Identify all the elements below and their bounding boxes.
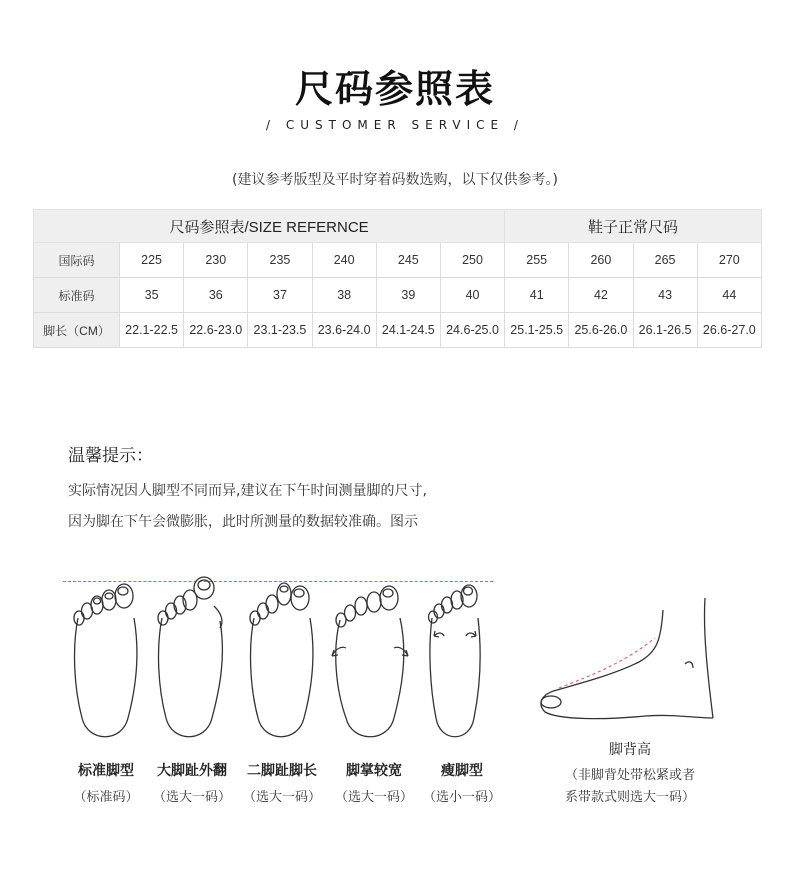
table-cell: 25.6-26.0 [569, 313, 633, 348]
table-cell: 22.6-23.0 [184, 313, 248, 348]
table-cell: 44 [697, 278, 761, 313]
table-cell: 26.1-26.5 [633, 313, 697, 348]
foot-type-advice: （标准码） [73, 790, 139, 805]
table-cell: 265 [633, 243, 697, 278]
standard-foot-icon [68, 578, 144, 750]
table-header-main: 尺码参照表/SIZE REFERNCE [34, 210, 505, 243]
table-cell: 225 [120, 243, 184, 278]
foot-type-advice: （选大一码） [242, 790, 321, 805]
size-note: (建议参考版型及平时穿着码数选购，以下仅供参考。) [232, 172, 558, 188]
tips-text: 实际情况因人脚型不同而异,建议在下午时间测量脚的尺寸, [68, 483, 427, 499]
slim-foot-icon [420, 578, 490, 750]
table-cell: 39 [376, 278, 440, 313]
instep-foot-icon [535, 590, 725, 730]
table-row [34, 243, 762, 278]
table-cell: 24.1-24.5 [376, 313, 440, 348]
foot-type-advice: （选大一码） [152, 790, 231, 805]
table-cell: 250 [440, 243, 504, 278]
table-cell: 40 [440, 278, 504, 313]
table-cell: 23.1-23.5 [248, 313, 312, 348]
table-row [34, 313, 762, 348]
table-header-row [34, 210, 762, 243]
table-cell: 245 [376, 243, 440, 278]
page-subtitle: / CUSTOMER SERVICE / [266, 118, 524, 132]
table-cell: 35 [120, 278, 184, 313]
table-cell: 240 [312, 243, 376, 278]
row-label: 脚长（CM） [34, 313, 120, 348]
tips-title: 温馨提示： [68, 446, 153, 466]
instep-advice: 系带款式则选大一码） [564, 790, 695, 805]
instep-advice: （非脚背处带松紧或者 [564, 768, 695, 783]
table-cell: 42 [569, 278, 633, 313]
table-cell: 270 [697, 243, 761, 278]
tips-text: 因为脚在下午会微膨胀，此时所测量的数据较准确。图示 [68, 514, 418, 530]
table-cell: 255 [505, 243, 569, 278]
second-toe-foot-icon [244, 578, 320, 750]
table-cell: 22.1-22.5 [120, 313, 184, 348]
table-cell: 37 [248, 278, 312, 313]
table-row [34, 278, 762, 313]
bunion-foot-icon [152, 576, 228, 750]
table-cell: 36 [184, 278, 248, 313]
foot-type-name: 脚掌较宽 [346, 763, 402, 779]
size-table [33, 209, 762, 348]
row-label: 标准码 [34, 278, 120, 313]
table-cell: 38 [312, 278, 376, 313]
instep-title: 脚背高 [609, 742, 651, 758]
foot-type-name: 瘦脚型 [441, 763, 483, 779]
table-cell: 43 [633, 278, 697, 313]
foot-type-name: 二脚趾脚长 [247, 763, 317, 779]
table-cell: 230 [184, 243, 248, 278]
foot-type-advice: （选小一码） [422, 790, 501, 805]
foot-type-advice: （选大一码） [334, 790, 413, 805]
table-cell: 24.6-25.0 [440, 313, 504, 348]
wide-foot-icon [330, 578, 410, 750]
table-cell: 260 [569, 243, 633, 278]
table-cell: 23.6-24.0 [312, 313, 376, 348]
table-cell: 41 [505, 278, 569, 313]
table-header-side: 鞋子正常尺码 [505, 210, 762, 243]
page-title: 尺码参照表 [294, 67, 495, 111]
row-label: 国际码 [34, 243, 120, 278]
table-cell: 25.1-25.5 [505, 313, 569, 348]
foot-type-name: 大脚趾外翻 [157, 763, 227, 779]
table-cell: 26.6-27.0 [697, 313, 761, 348]
table-cell: 235 [248, 243, 312, 278]
foot-type-name: 标准脚型 [78, 763, 134, 779]
